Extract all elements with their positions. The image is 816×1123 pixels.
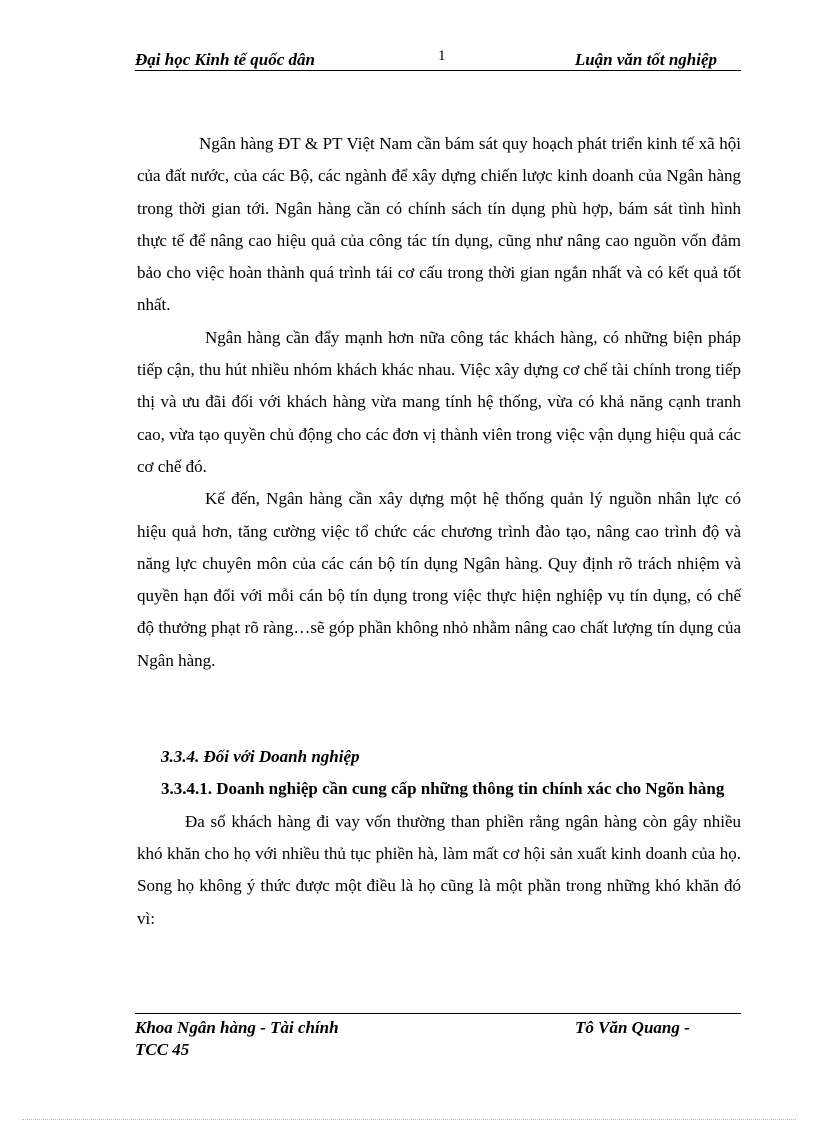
section-heading: 3.3.4. Đối với Doanh nghiệp (161, 747, 360, 767)
document-body (137, 128, 741, 935)
page-header (135, 48, 741, 71)
footer-faculty: Khoa Ngân hàng - Tài chính (135, 1018, 339, 1037)
footer-class: TCC 45 (135, 1040, 190, 1059)
section-spacer (137, 677, 741, 741)
footer-author: Tô Văn Quang - (575, 1018, 690, 1037)
page-bottom-divider (22, 1119, 796, 1120)
closing-paragraph: Đa số khách hàng đi vay vốn thường than phiền rằng ngân hàng còn gây nhiều khó khăn cho họ với nhiều thủ tục phiền hà, làm mất cơ hội sản xuất kinh doanh của họ. Song họ không ý thức được một điều là họ cũng là một phần trong những khó khăn đó vì: (137, 811, 741, 928)
body-paragraph-2: Ngân hàng cần đẩy mạnh hơn nữa công tác khách hàng, có những biện pháp tiếp cận, thu hút nhiều nhóm khách khác nhau. Việc xây dựng cơ chế tài chính trong tiếp thị và ưu đãi đối với khách hàng vừa mang tính hệ thống, vừa có khả năng cạnh tranh cao, vừa tạo quyền chủ động cho các đơn vị thành viên trong việc vận dụng hiệu quả các cơ chế đó. (137, 327, 741, 476)
header-document-type: Luận văn tốt nghiệp (574, 50, 717, 69)
subsection-heading: 3.3.4.1. Doanh nghiệp cần cung cấp những thông tin chính xác cho Ngõn hàng (161, 779, 725, 799)
page-footer (135, 1013, 741, 1059)
body-paragraph-3: Kế đến, Ngân hàng cần xây dựng một hệ thống quản lý nguồn nhân lực có hiệu quả hơn, tăng cường việc tổ chức các chương trình đào tạo, nâng cao trình độ và năng lực chuyên môn của các cán bộ tín dụng Ngân hàng. Quy định rõ trách nhiệm và quyền hạn đối với mỗi cán bộ tín dụng trong việc thực hiện nghiệp vụ tín dụng, có chế độ thưởng phạt rõ ràng…sẽ góp phần không nhỏ nhằm nâng cao chất lượng tín dụng của Ngân hàng. (137, 489, 741, 670)
header-university: Đại học Kinh tế quốc dân (135, 50, 315, 69)
body-paragraph-1: Ngân hàng ĐT & PT Việt Nam cần bám sát quy hoạch phát triển kinh tế xã hội của đất nước, của các Bộ, các ngành để xây dựng chiến lược kinh doanh của Ngân hàng trong thời gian tới. Ngân hàng cần có chính sách tín dụng phù hợp, bám sát tình hình thực tế để nâng cao hiệu quả của công tác tín dụng, cũng như nâng cao nguồn vốn đảm bảo cho việc hoàn thành quá trình tái cơ cấu trong thời gian ngắn nhất và có kết quả tốt nhất. (137, 134, 741, 315)
page-number: 1 (438, 48, 446, 64)
